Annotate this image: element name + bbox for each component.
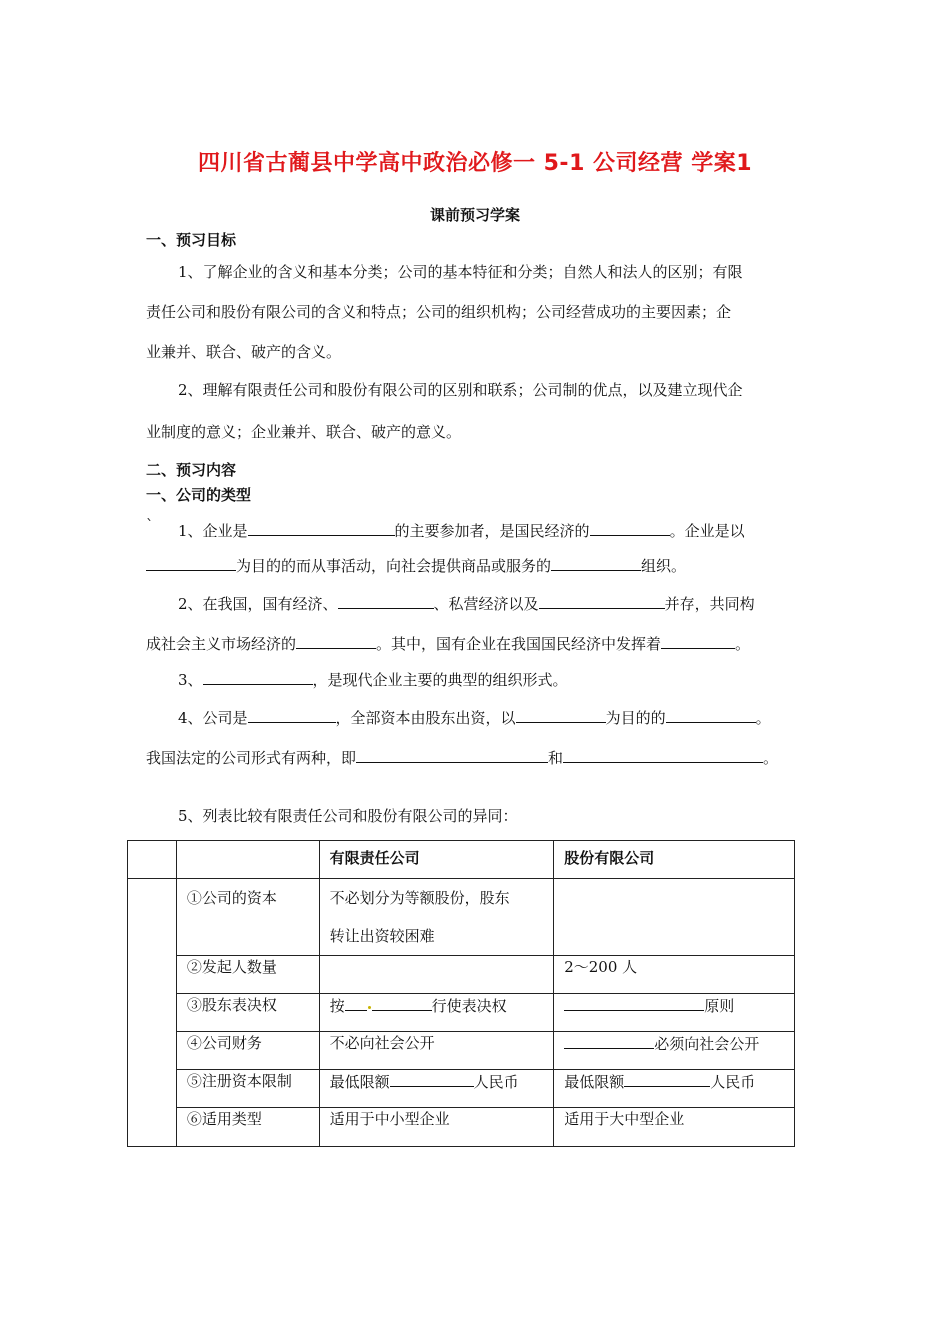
q3-text-a: 3、 — [178, 671, 203, 689]
ltd-blank-2[interactable] — [390, 1070, 474, 1087]
q1-blank-2[interactable] — [590, 519, 670, 536]
goal-1-line-3: 业兼并、联合、破产的含义。 — [146, 343, 342, 361]
row-corp-cell — [554, 879, 795, 956]
q2-text-c: 并存，共同构 — [664, 595, 755, 613]
q3-text-b: ，是现代企业主要的典型的组织形式。 — [312, 671, 568, 689]
row-ltd-cell — [319, 994, 554, 1032]
q4-blank-2[interactable] — [516, 706, 606, 723]
row-corp-cell: 适用于大中型企业 — [554, 1108, 795, 1147]
document-subtitle: 课前预习学案 — [429, 206, 520, 224]
subsection-heading-company-types: 一、公司的类型 — [146, 486, 252, 504]
q2-text-f: 。 — [735, 635, 751, 653]
q2-blank-3[interactable] — [296, 632, 376, 649]
ltd-blank-1b[interactable] — [372, 994, 432, 1011]
question-4-line-2 — [146, 746, 806, 768]
row-corp-cell: 2～200 人 — [554, 956, 795, 994]
row-ltd-line-2: 转让出资较困难 — [329, 927, 435, 945]
q1-text-e: 组织。 — [641, 557, 687, 575]
table-row — [128, 1070, 795, 1108]
comparison-table — [127, 840, 795, 1147]
q4-blank-5[interactable] — [563, 746, 763, 763]
ltd-text-b: 人民币 — [473, 1073, 519, 1091]
decorative-dot — [368, 1006, 371, 1009]
ltd-text-a: 按 — [329, 997, 345, 1015]
row-label: ⑤注册资本限制 — [176, 1070, 319, 1108]
stray-mark: ` — [146, 516, 154, 534]
goal-2-line-1: 2、理解有限责任公司和股份有限公司的区别和联系；公司制的优点，以及建立现代企 — [178, 381, 743, 399]
table-row — [128, 879, 795, 956]
goal-1-line-1: 1、了解企业的含义和基本分类；公司的基本特征和分类；自然人和法人的区别；有限 — [178, 263, 743, 281]
row-corp-cell — [554, 994, 795, 1032]
question-3 — [178, 668, 838, 690]
table-header-empty-2 — [176, 841, 319, 879]
q4-text-e: 我国法定的公司形式有两种，即 — [146, 749, 357, 767]
table-header-corp: 股份有限公司 — [554, 841, 795, 879]
table-row — [128, 994, 795, 1032]
q4-text-b: ，全部资本由股东出资，以 — [335, 709, 516, 727]
row-label: ①公司的资本 — [176, 879, 319, 956]
row-label: ⑥适用类型 — [176, 1108, 319, 1147]
q1-text-d: 为目的的而从事活动，向社会提供商品或服务的 — [236, 557, 552, 575]
q1-blank-4[interactable] — [551, 554, 641, 571]
corp-blank-2[interactable] — [564, 1032, 654, 1049]
q2-text-b: 、私营经济以及 — [433, 595, 539, 613]
table-row — [128, 1032, 795, 1070]
corp-text: 原则 — [704, 997, 735, 1015]
q4-text-d: 。 — [755, 709, 771, 727]
q4-blank-4[interactable] — [356, 746, 548, 763]
row-corp-cell — [554, 1070, 795, 1108]
q3-blank-1[interactable] — [203, 668, 313, 685]
question-2-line-2 — [146, 632, 806, 654]
row-ltd-cell: 不必向社会公开 — [319, 1032, 554, 1070]
corp-text-b: 人民币 — [710, 1073, 756, 1091]
table-row — [128, 1108, 795, 1147]
corp-text: 必须向社会公开 — [654, 1035, 760, 1053]
row-ltd-cell: 适用于中小型企业 — [319, 1108, 554, 1147]
question-1-line-2 — [146, 554, 806, 576]
table-header-ltd: 有限责任公司 — [319, 841, 554, 879]
q2-blank-4[interactable] — [661, 632, 735, 649]
goal-1-line-2: 责任公司和股份有限公司的含义和特点；公司的组织机构；公司经营成功的主要因素；企 — [146, 303, 732, 321]
q1-text-b: 的主要参加者，是国民经济的 — [394, 522, 590, 540]
q2-blank-1[interactable] — [338, 592, 434, 609]
table-header-empty-1 — [128, 841, 177, 879]
q1-blank-1[interactable] — [248, 519, 395, 536]
row-ltd-line-1: 不必划分为等额股份，股东 — [329, 889, 510, 907]
table-row — [128, 956, 795, 994]
ltd-text-a: 最低限额 — [329, 1073, 390, 1091]
q4-text-c: 为目的的 — [605, 709, 666, 727]
q2-text-e: 。其中，国有企业在我国国民经济中发挥着 — [376, 635, 662, 653]
row-label: ④公司财务 — [176, 1032, 319, 1070]
question-5: 5、列表比较有限责任公司和股份有限公司的异同： — [178, 807, 518, 825]
q1-text-c: 。企业是以 — [669, 522, 745, 540]
row-ltd-cell — [319, 879, 554, 956]
ltd-blank-1a[interactable] — [345, 994, 367, 1011]
section-heading-goals: 一、预习目标 — [146, 231, 237, 249]
row-ltd-cell — [319, 956, 554, 994]
q2-blank-2[interactable] — [539, 592, 665, 609]
question-1-line-1 — [178, 519, 838, 541]
table-header-row — [128, 841, 795, 879]
row-label: ②发起人数量 — [176, 956, 319, 994]
table-side-cell — [128, 879, 177, 1147]
goal-2-line-2: 业制度的意义；企业兼并、联合、破产的意义。 — [146, 423, 462, 441]
row-corp-cell — [554, 1032, 795, 1070]
section-heading-content: 二、预习内容 — [146, 461, 237, 479]
corp-text-a: 最低限额 — [564, 1073, 625, 1091]
corp-blank-1[interactable] — [564, 994, 704, 1011]
question-2-line-1 — [178, 592, 838, 614]
row-ltd-cell — [319, 1070, 554, 1108]
q4-text-a: 4、公司是 — [178, 709, 248, 727]
corp-blank-3[interactable] — [624, 1070, 710, 1087]
document-title: 四川省古蔺县中学高中政治必修一 5-1 公司经营 学案1 — [197, 151, 753, 176]
q4-text-g: 。 — [763, 749, 779, 767]
q4-blank-3[interactable] — [666, 706, 756, 723]
q2-text-a: 2、在我国，国有经济、 — [178, 595, 338, 613]
q4-text-f: 和 — [548, 749, 564, 767]
q1-text-a: 1、企业是 — [178, 522, 248, 540]
q1-blank-3[interactable] — [146, 554, 236, 571]
q4-blank-1[interactable] — [248, 706, 336, 723]
question-4-line-1 — [178, 706, 838, 728]
ltd-text-b: 行使表决权 — [431, 997, 507, 1015]
q2-text-d: 成社会主义市场经济的 — [146, 635, 297, 653]
row-label: ③股东表决权 — [176, 994, 319, 1032]
